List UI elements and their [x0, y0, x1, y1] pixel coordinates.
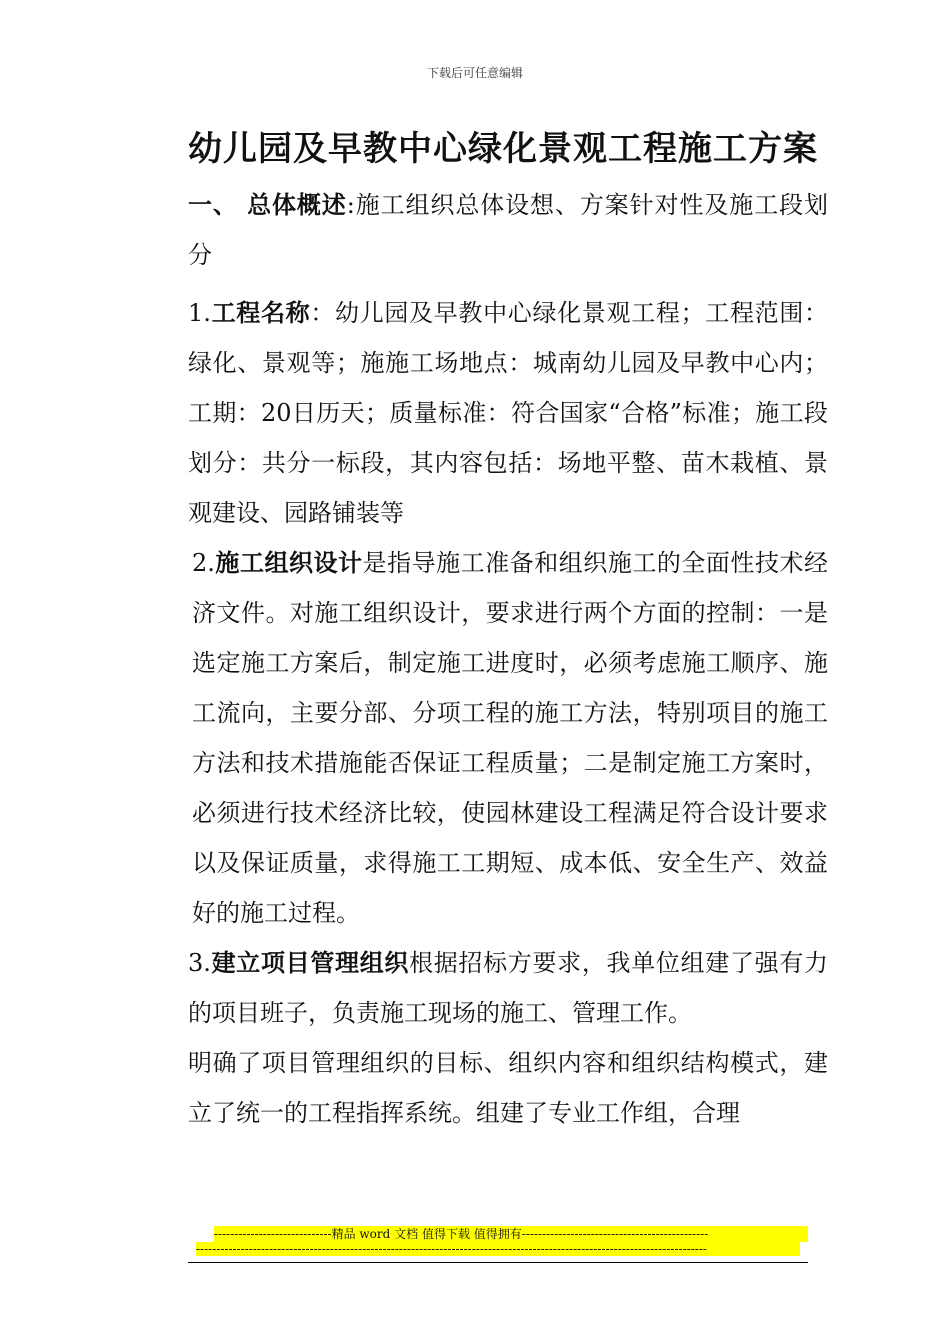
section-overview-text: :施工组织总体设想、方案针对性及施工段划分 [188, 191, 828, 269]
section-project-management [188, 938, 828, 1038]
footer-banner-line: -----------------------------精品 word 文档 值得下载 值得拥有---------------------------------------------- [214, 1226, 808, 1242]
document-title: 幼儿园及早教中心绿化景观工程施工方案 [188, 129, 818, 169]
section-management-continued [188, 1038, 828, 1138]
header-note: 下载后可任意编辑 [426, 66, 523, 80]
section-construction-design [188, 538, 828, 938]
section-overview-heading: 一、 总体概述 [188, 191, 347, 219]
page-footer [188, 1226, 808, 1263]
section-number: 1. [188, 299, 211, 327]
section-overview [188, 180, 828, 280]
footer-dash-line: ------------------------------------------------------------------------------------------------------------------------------ [196, 1242, 800, 1256]
section-construction-design-heading: 施工组织设计 [214, 549, 363, 577]
section-project-management-heading: 建立项目管理组织 [210, 949, 410, 977]
section-number: 2. [192, 549, 215, 577]
section-construction-design-text: 是指导施工准备和组织施工的全面性技术经济文件。对施工组织设计，要求进行两个方面的控制：一是选定施工方案后，制定施工进度时，必须考虑施工顺序、施工流向，主要分部、分项工程的施工方法，特别项目的施工方法和技术措施能否保证工程质量；二是制定施工方案时，必须进行技术经济比较，使园林建设工程满足符合设计要求以及保证质量，求得施工工期短、成本低、安全生产、效益好的施工过程。 [192, 549, 829, 927]
footer-divider [188, 1262, 808, 1263]
section-management-continued-text: 明确了项目管理组织的目标、组织内容和组织结构模式，建立了统一的工程指挥系统。组建了专业工作组，合理 [188, 1049, 828, 1127]
section-project-management-text: 根据招标方要求，我单位组建了强有力的项目班子，负责施工现场的施工、管理工作。 [188, 949, 829, 1027]
document-body [188, 124, 828, 1138]
section-project-name-heading: 工程名称 [210, 299, 311, 327]
section-project-name-text: ：幼儿园及早教中心绿化景观工程；工程范围：绿化、景观等；施施工场地点：城南幼儿园及早教中心内；工期：20日历天；质量标准：符合国家“合格”标准；施工段划分：共分一标段，其内容包括：场地平整、苗木栽植、景观建设、园路铺装等 [188, 299, 829, 527]
section-project-name [188, 288, 828, 538]
section-number: 3. [188, 949, 211, 977]
